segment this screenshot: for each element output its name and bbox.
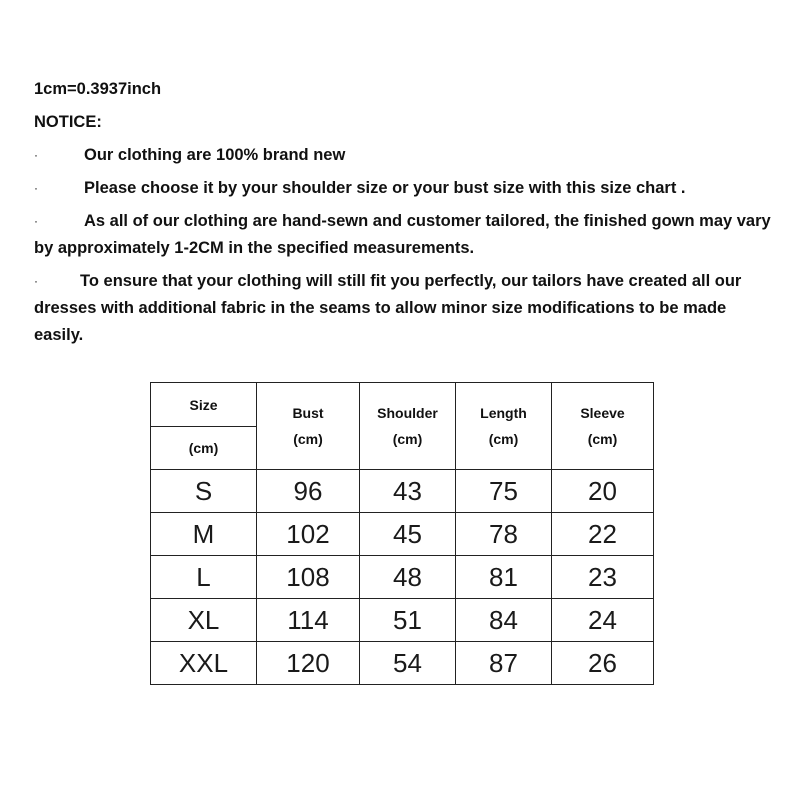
shoulder-cell: 54 bbox=[360, 642, 456, 685]
column-header-bust bbox=[257, 383, 360, 470]
size-cell: XXL bbox=[151, 642, 257, 685]
column-name: Shoulder bbox=[377, 405, 438, 421]
length-cell: 87 bbox=[456, 642, 552, 685]
table-row bbox=[151, 513, 654, 556]
column-header-sleeve bbox=[552, 383, 654, 470]
size-header: Size bbox=[151, 383, 257, 427]
column-unit: (cm) bbox=[587, 431, 618, 447]
column-name: Sleeve bbox=[580, 405, 625, 421]
column-header-length bbox=[456, 383, 552, 470]
bust-cell: 120 bbox=[257, 642, 360, 685]
column-name: Bust bbox=[292, 405, 324, 421]
table-row bbox=[151, 599, 654, 642]
shoulder-cell: 51 bbox=[360, 599, 456, 642]
notice-title: NOTICE: bbox=[34, 113, 102, 131]
bust-cell: 114 bbox=[257, 599, 360, 642]
shoulder-cell: 43 bbox=[360, 470, 456, 513]
notice-text: Our clothing are 100% brand new bbox=[84, 146, 346, 164]
bust-cell: 96 bbox=[257, 470, 360, 513]
bullet-icon: · bbox=[34, 181, 38, 195]
table-header-row bbox=[151, 383, 654, 427]
bullet-icon: · bbox=[34, 214, 38, 228]
sleeve-cell: 22 bbox=[552, 513, 654, 556]
sleeve-cell: 23 bbox=[552, 556, 654, 599]
bullet-icon: · bbox=[34, 274, 38, 288]
table-row bbox=[151, 556, 654, 599]
column-unit: (cm) bbox=[392, 431, 423, 447]
notice-text: As all of our clothing are hand-sewn and customer tailored, the finished gown may vary by approximately 1-2CM in the specified measurements. bbox=[34, 212, 771, 257]
length-cell: 78 bbox=[456, 513, 552, 556]
sleeve-cell: 26 bbox=[552, 642, 654, 685]
shoulder-cell: 48 bbox=[360, 556, 456, 599]
size-chart-table bbox=[150, 382, 654, 685]
notice-item bbox=[34, 175, 774, 202]
notice-item bbox=[34, 142, 774, 169]
size-cell: M bbox=[151, 513, 257, 556]
bust-cell: 108 bbox=[257, 556, 360, 599]
bust-cell: 102 bbox=[257, 513, 360, 556]
shoulder-cell: 45 bbox=[360, 513, 456, 556]
table-row bbox=[151, 470, 654, 513]
size-cell: S bbox=[151, 470, 257, 513]
notice-item bbox=[34, 208, 774, 262]
unit-conversion: 1cm=0.3937inch bbox=[34, 80, 162, 98]
size-cell: XL bbox=[151, 599, 257, 642]
size-unit: (cm) bbox=[151, 427, 257, 470]
bullet-icon: · bbox=[34, 148, 38, 162]
size-cell: L bbox=[151, 556, 257, 599]
sleeve-cell: 24 bbox=[552, 599, 654, 642]
column-unit: (cm) bbox=[488, 431, 519, 447]
table-row bbox=[151, 642, 654, 685]
column-unit: (cm) bbox=[293, 431, 323, 447]
length-cell: 84 bbox=[456, 599, 552, 642]
notice-section bbox=[34, 76, 774, 355]
column-header-shoulder bbox=[360, 383, 456, 470]
column-name: Length bbox=[480, 405, 527, 421]
length-cell: 75 bbox=[456, 470, 552, 513]
notice-item bbox=[34, 268, 774, 349]
sleeve-cell: 20 bbox=[552, 470, 654, 513]
notice-text: To ensure that your clothing will still fit you perfectly, our tailors have created all our dresses with additional fabric in the seams to allow minor size modifications to be made easily. bbox=[34, 272, 742, 344]
notice-text: Please choose it by your shoulder size or your bust size with this size chart . bbox=[84, 179, 686, 197]
length-cell: 81 bbox=[456, 556, 552, 599]
